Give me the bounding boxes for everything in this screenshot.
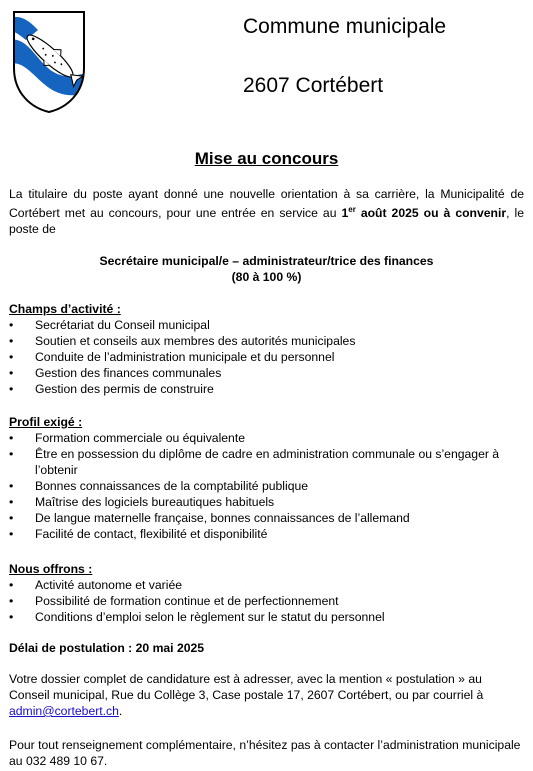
application-text: Votre dossier complet de candidature est à adresser, avec la mention « postulation » au Conseil municipal, Rue du Collège 3, Case postale 17, 2607 Cortébert, ou par courriel à: [9, 672, 484, 702]
list-item: • Formation commerciale ou équivalente: [9, 431, 245, 445]
email-link[interactable]: admin@cortebert.ch: [9, 704, 119, 718]
list-item: • Soutien et conseils aux membres des autorités municipales: [9, 334, 356, 348]
application-deadline: Délai de postulation : 20 mai 2025: [9, 641, 205, 655]
section-heading: Profil exigé :: [9, 415, 83, 429]
application-paragraph: Votre dossier complet de candidature est à adresser, avec la mention « postulation » au Conseil municipal, Rue du Collège 3, Case postale 17, 2607 Cortébert, ou par courriel à admin@cortebert.ch.: [9, 672, 484, 718]
intro-text-end: , le poste de: [9, 206, 524, 237]
list-item: • Gestion des finances communales: [9, 366, 222, 380]
coat-of-arms-icon: [12, 10, 86, 114]
list-item: • Activité autonome et variée: [9, 578, 183, 592]
list-item: • Être en possession du diplôme de cadre en administration communale ou s’engager à l’obtenir: [9, 447, 500, 477]
intro-paragraph: [9, 186, 524, 237]
contact-paragraph: Pour tout renseignement complémentaire, n’hésitez pas à contacter l’administration municipale au 032 489 10 67.: [9, 738, 521, 768]
list-item: • Facilité de contact, flexibilité et disponibilité: [9, 527, 268, 541]
list-item: • Gestion des permis de construire: [9, 382, 214, 396]
document-title: Mise au concours: [194, 149, 339, 168]
section-profile: [9, 414, 524, 542]
start-date: 1er août 2025 ou à convenir: [341, 205, 507, 221]
list-item: • Conduite de l’administration municipale et du personnel: [9, 350, 335, 364]
list-item: • Bonnes connaissances de la comptabilité publique: [9, 479, 309, 493]
list-item: • De langue maternelle française, bonnes connaissances de l’allemand: [9, 511, 410, 525]
intro-text: La titulaire du poste ayant donné une nouvelle orientation à sa carrière, la Municipalité de Cortébert met au concours, pour une entrée en service au: [9, 187, 524, 221]
list-item: • Maîtrise des logiciels bureautiques habituels: [9, 495, 275, 509]
municipality-address: 2607 Cortébert: [243, 74, 384, 97]
section-heading: Champs d’activité :: [9, 302, 121, 316]
municipality-name: Commune municipale: [243, 15, 447, 38]
list-item: • Possibilité de formation continue et de perfectionnement: [9, 594, 339, 608]
section-heading: Nous offrons :: [9, 562, 93, 576]
list-item: • Conditions d’emploi selon le règlement sur le statut du personnel: [9, 610, 385, 624]
position-title: Secrétaire municipal/e – administrateur/trice des finances: [99, 254, 434, 268]
section-activities: [9, 301, 524, 397]
section-offer: [9, 561, 524, 625]
position-rate: (80 à 100 %): [231, 270, 302, 284]
position-block: [0, 253, 533, 285]
list-item: • Secrétariat du Conseil municipal: [9, 318, 210, 332]
